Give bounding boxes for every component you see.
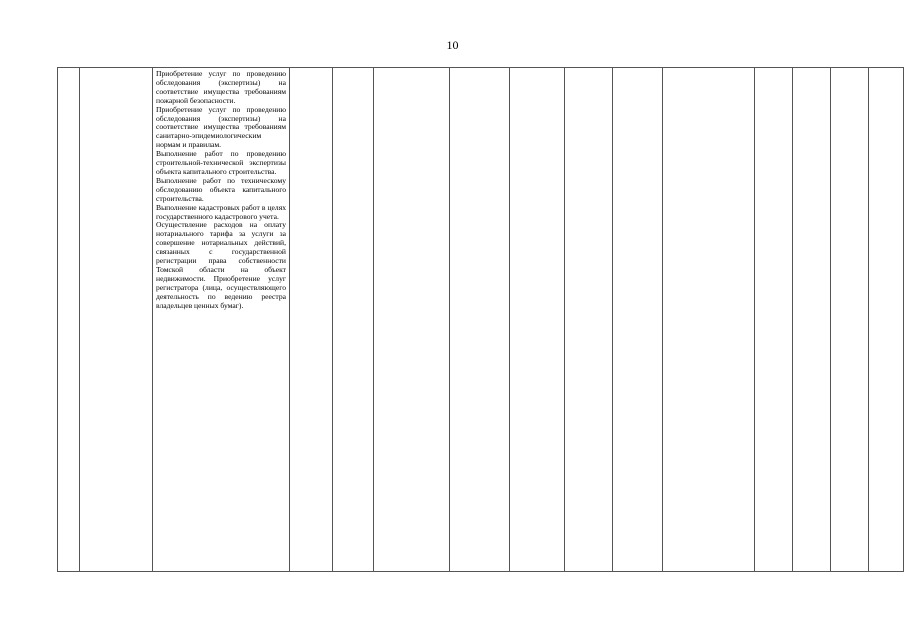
table-cell-11 (663, 68, 755, 572)
table-cell-4 (290, 68, 333, 572)
description-paragraph-6: Осуществление расходов на оплату нотариального тарифа за услуги за совершение нотариальных действий, связанных с государственной регистрации права собственности Томской области на объект недвижимости. Приобретение услуг регистратора (лица, осуществляющего деятельность по ведению реестра владельцев ценных бумаг). (156, 220, 286, 310)
table-cell-8 (510, 68, 565, 572)
page-number: 10 (446, 38, 459, 52)
table-cell-15 (869, 68, 904, 572)
description-paragraph-3: Выполнение работ по проведению строительной-технической экспертизы объекта капитального строительства. (156, 149, 286, 176)
description-paragraph-5: Выполнение кадастровых работ в целях государственного кадастрового учета. (156, 202, 286, 221)
description-text (153, 68, 289, 310)
description-paragraph-2: Приобретение услуг по проведению обследования (экспертизы) на соответствие имущества требованиям санитарно-эпидемиологическим нормам и правилам. (156, 104, 286, 150)
description-paragraph-4: Выполнение работ по техническому обследованию объекта капитального строительства. (156, 175, 286, 203)
table-cell-7 (450, 68, 510, 572)
data-table (57, 67, 904, 572)
table-cell-12 (755, 68, 793, 572)
table-cell-14 (831, 68, 869, 572)
table-row (58, 68, 904, 572)
table-cell-13 (793, 68, 831, 572)
table-cell-5 (333, 68, 374, 572)
description-paragraph-1: Приобретение услуг по проведению обследования (экспертизы) на соответствие имущества требованиям пожарной безопасности. (156, 69, 286, 105)
table-cell-1 (58, 68, 80, 572)
table-cell-2 (80, 68, 153, 572)
table-cell-description (153, 68, 290, 572)
table-cell-9 (565, 68, 613, 572)
table-cell-6 (374, 68, 450, 572)
table-cell-10 (613, 68, 663, 572)
